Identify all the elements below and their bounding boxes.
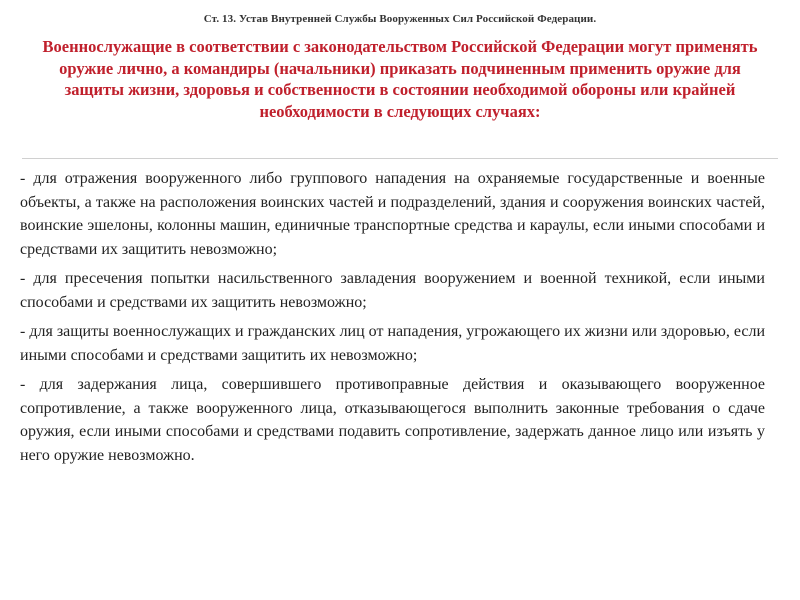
paragraph-item: - для защиты военнослужащих и гражданских лиц от нападения, угрожающего их жизни или здоровью, если иными способами и средствами защитить их невозможно; (20, 323, 766, 364)
paragraph-item: - для отражения вооруженного либо группового нападения на охраняемые государственные и военные объекты, а также на расположения воинских частей и подразделений, здания и сооружения воинских частей, воинские эшелоны, колонны машин, единичные транспортные средства и караулы, если иными способами и средствами их защитить невозможно; (20, 170, 765, 258)
paragraph-item: - для задержания лица, совершившего противоправные действия и оказывающего вооруженное сопротивление, а также вооруженного лица, отказывающегося выполнить законные требования о сдаче оружия, если иными способами и средствами подавить сопротивление, задержать данное лицо или изъять у него оружие невозможно. (20, 376, 765, 464)
source-citation: Ст. 13. Устав Внутренней Службы Вооруженных Сил Российской Федерации. (203, 13, 597, 25)
paragraph-item: - для пресечения попытки насильственного завладения вооружением и военной техникой, если иными способами и средствами их защитить невозможно; (20, 270, 765, 311)
divider-line (22, 158, 778, 159)
document-heading: Военнослужащие в соответствии с законодательством Российской Федерации могут применять оружие лично, а командиры (начальники) приказать подчиненным применить оружие для защиты жизни, здоровья и собственности в состоянии необходимой обороны или крайней необходимости в следующих случаях: (42, 37, 758, 121)
document-body (20, 167, 765, 473)
